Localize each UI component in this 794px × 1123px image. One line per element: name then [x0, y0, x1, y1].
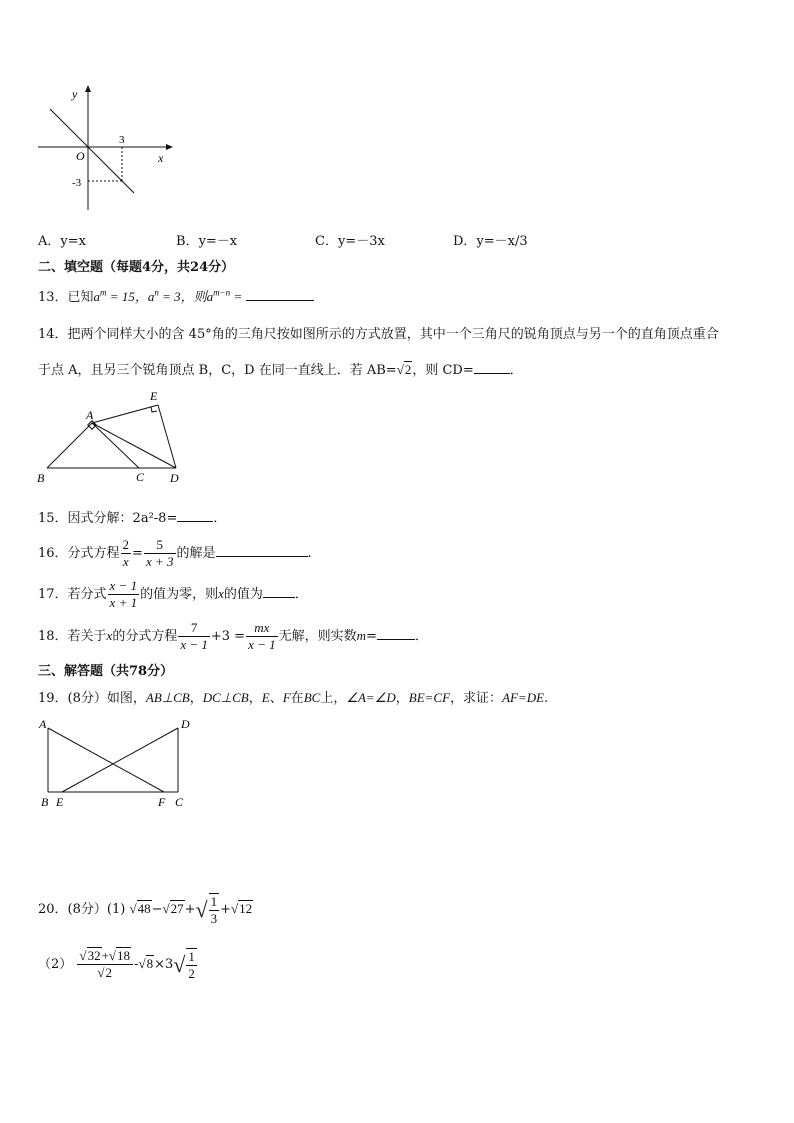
q16-suffix: 的解是 — [176, 546, 216, 561]
q19-sep: 在 — [290, 691, 304, 706]
fraction — [121, 537, 132, 570]
option-text: y=－x — [198, 234, 238, 249]
fraction — [144, 537, 176, 570]
q13-eq: = 3，则 — [158, 289, 207, 304]
sqrt-expression: √8 — [138, 956, 154, 971]
line-graph-figure — [36, 84, 176, 214]
q15-text: 15．因式分解：2a²-8= — [38, 511, 178, 526]
sqrt-radicand: 27 — [170, 900, 184, 916]
q19-end: . — [544, 691, 549, 706]
fraction-numerator: 1 — [210, 894, 218, 909]
fraction-denominator: 3 — [210, 911, 218, 926]
graph-line — [50, 109, 134, 193]
q19-prefix: 19．(8分）如图， — [38, 691, 146, 706]
label-b: B — [37, 471, 45, 485]
q17-var: x — [218, 586, 224, 601]
question-20-part1 — [38, 893, 253, 927]
sqrt-expression: √2 — [396, 362, 412, 377]
fraction-denominator: x − 1 — [248, 637, 276, 652]
fraction-numerator: 5 — [144, 537, 176, 554]
option-b — [176, 230, 237, 249]
option-text: y=x — [60, 234, 86, 249]
question-14-line1: 14．把两个同样大小的含 45°角的三角尺按如图所示的方式放置，其中一个三角尺的锐角顶点与另一个的直角顶点重合 — [38, 327, 719, 342]
fraction — [209, 893, 220, 927]
question-16 — [38, 537, 312, 570]
fraction — [246, 620, 278, 653]
y-label: y — [72, 87, 78, 101]
q13-base: a — [147, 289, 155, 304]
label-e: E — [56, 795, 64, 809]
fraction-denominator: x — [122, 554, 129, 569]
sqrt-expression: √12 — [231, 900, 253, 916]
q19-math: F — [282, 690, 291, 705]
q15-end: ． — [213, 511, 227, 526]
tick-x-label: 3 — [119, 134, 125, 146]
tick-y-label: -3 — [72, 177, 82, 189]
sqrt-radicand: 2 — [105, 965, 113, 980]
q20-prefix: 20．(8分）(1) — [38, 901, 126, 917]
q19-sep: ， — [395, 691, 409, 706]
option-letter: D． — [453, 234, 477, 249]
q19-math: AF=DE — [502, 690, 545, 705]
fraction — [178, 620, 210, 653]
fraction — [186, 948, 197, 982]
y-axis-arrow-icon — [85, 85, 91, 92]
origin-label: O — [76, 149, 85, 163]
operator: + — [184, 901, 196, 917]
question-15 — [38, 507, 226, 526]
q19-math: AB⊥CB — [145, 690, 190, 705]
question-19 — [38, 687, 548, 706]
q18-var: x — [106, 628, 113, 643]
label-a: A — [86, 408, 94, 422]
sqrt-expression: √32 — [79, 948, 101, 963]
operator: + — [101, 948, 109, 963]
q16-eq: = — [132, 546, 143, 561]
sqrt-fraction: √ $\frac{1}{3}$ — [195, 894, 218, 926]
fraction-numerator: 7 — [178, 620, 210, 637]
question-14-line2 — [38, 359, 523, 378]
fraction-denominator: x + 1 — [109, 595, 138, 610]
option-letter: B． — [176, 234, 199, 249]
q13-exp: m−n — [213, 287, 231, 298]
q17-prefix: 17．若分式 — [38, 587, 107, 602]
operator: + — [220, 901, 232, 917]
q19-sep: ，求证： — [450, 691, 503, 706]
q19-math: BC — [303, 690, 321, 705]
sqrt-fraction: √ $\frac{1}{2}$ — [173, 949, 195, 982]
sqrt-radicand: 48 — [137, 900, 151, 916]
fraction-numerator: mx — [246, 620, 278, 637]
label-f: F — [158, 795, 166, 809]
question-13 — [38, 286, 314, 305]
sqrt-radicand: 12 — [239, 900, 253, 916]
option-text: y=－x/3 — [476, 234, 528, 249]
q18-m: m — [356, 628, 367, 643]
q19-math: BE=CF — [408, 690, 451, 705]
q13-prefix: 13．已知 — [38, 290, 94, 305]
q14-text: 于点 A，且另三个锐角顶点 B，C，D 在同一直线上．若 AB= — [38, 363, 397, 378]
label-c: C — [175, 795, 184, 809]
sqrt-radicand: 2 — [404, 362, 412, 377]
q18-end: ． — [414, 629, 428, 644]
question-18 — [38, 620, 428, 653]
q18-eq: = — [366, 629, 377, 644]
label-d: D — [170, 471, 179, 485]
operator: ×3 — [154, 957, 174, 972]
q13-base: a — [93, 289, 101, 304]
fraction — [77, 948, 133, 981]
q13-eq: = 15， — [106, 289, 148, 304]
answer-blank[interactable] — [246, 288, 314, 301]
q19-sep: ， — [248, 691, 262, 706]
section-3-title: 三、解答题（共78分） — [38, 664, 174, 679]
q14-text: ，则 CD= — [412, 363, 474, 378]
x-axis-arrow-icon — [166, 144, 173, 150]
triangle-figure — [34, 388, 194, 488]
q19-math: ∠A=∠D — [346, 690, 396, 705]
q13-eq: = — [230, 289, 243, 304]
label-e: E — [150, 389, 158, 403]
fraction-denominator: 2 — [188, 966, 195, 982]
rectangle-cross-figure — [36, 714, 196, 810]
fraction — [108, 578, 140, 611]
q19-math: E — [261, 690, 270, 705]
option-letter: C． — [315, 234, 338, 249]
sqrt-radicand: 18 — [117, 948, 131, 963]
q18-prefix: 18．若关于 — [38, 629, 107, 644]
section-2-title: 二、填空题（每题4分，共24分） — [38, 260, 235, 275]
q19-sep: 、 — [269, 691, 283, 706]
fraction-denominator: x − 1 — [180, 637, 208, 652]
sqrt-expression: √18 — [108, 948, 131, 963]
q16-prefix: 16．分式方程 — [38, 546, 120, 561]
label-d: D — [181, 717, 190, 731]
sqrt-radicand: 32 — [87, 948, 101, 963]
question-17 — [38, 578, 308, 611]
fraction-numerator: 1 — [188, 949, 195, 965]
answer-blank[interactable] — [177, 509, 213, 522]
q18-mid: 的分式方程 — [112, 629, 178, 644]
q17-end: ． — [294, 587, 308, 602]
sqrt-expression: √48 — [129, 900, 151, 916]
operator: - — [134, 957, 139, 972]
q13-base: a — [206, 289, 214, 304]
answer-blank[interactable] — [474, 361, 510, 374]
x-label: x — [158, 151, 164, 165]
fraction-numerator — [77, 948, 133, 965]
fraction-denominator — [77, 965, 133, 981]
q19-math: DC⊥CB — [202, 690, 249, 705]
q19-sep: 上， — [320, 691, 347, 706]
answer-blank[interactable] — [377, 627, 415, 640]
q18-plus: +3 = — [210, 629, 246, 644]
operator: − — [151, 901, 163, 917]
answer-blank[interactable] — [263, 585, 295, 598]
label-b: B — [41, 795, 49, 809]
label-c: C — [136, 470, 145, 484]
option-c — [315, 230, 385, 249]
sqrt-radicand: 8 — [146, 956, 154, 971]
q13-exp: m — [100, 287, 107, 298]
answer-blank[interactable] — [216, 544, 308, 557]
q19-sep: ， — [189, 691, 203, 706]
fraction-numerator: 2 — [122, 537, 130, 552]
option-a — [38, 230, 86, 249]
question-20-part2 — [38, 948, 198, 982]
option-text: y=－3x — [337, 234, 385, 249]
q17-mid: 的值为零，则 — [140, 587, 219, 602]
option-letter: A． — [38, 234, 61, 249]
sqrt-expression: √2 — [97, 965, 113, 980]
q13-exp: n — [154, 287, 159, 298]
q20-p2-prefix: （2） — [38, 957, 73, 972]
q16-end: . — [307, 546, 312, 561]
fraction-denominator: x + 3 — [145, 554, 174, 569]
option-d — [453, 230, 528, 249]
label-a: A — [39, 717, 47, 731]
q14-end: ． — [509, 363, 523, 378]
q17-suffix: 的值为 — [223, 587, 263, 602]
q18-suffix: 无解，则实数 — [278, 629, 357, 644]
fraction-numerator: x − 1 — [109, 578, 138, 593]
sqrt-expression: √27 — [162, 900, 184, 916]
